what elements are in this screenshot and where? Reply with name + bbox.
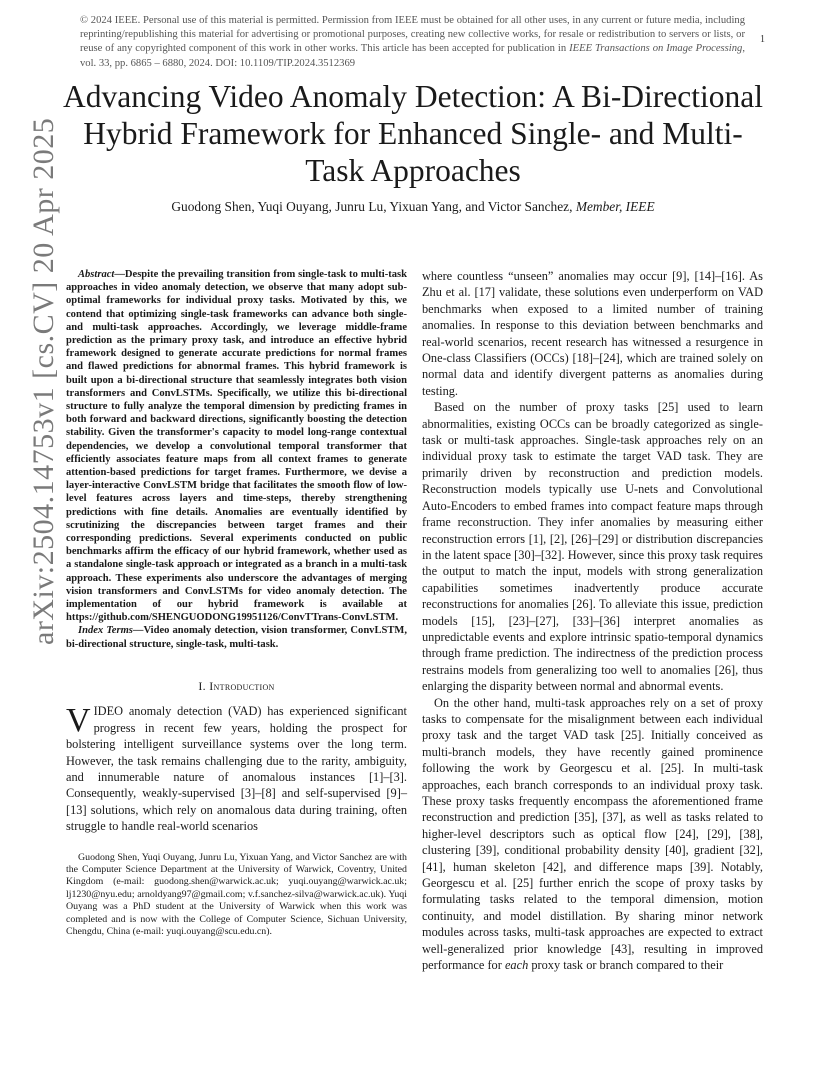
abstract-lead: Abstract	[78, 269, 115, 280]
author-names: Guodong Shen, Yuqi Ouyang, Junru Lu, Yixuan Yang, and Victor Sanchez,	[171, 199, 576, 214]
copyright-tail: , vol. 33, pp. 6865 – 6880, 2024. DOI: 10.1109/TIP.2024.3512369	[80, 43, 745, 69]
section-number: I.	[198, 678, 210, 693]
index-terms-text: —Video anomaly detection, vision transformer, ConvLSTM, bi-directional structure, single-task, multi-task.	[66, 625, 407, 650]
paper-title: Advancing Video Anomaly Detection: A Bi-Directional Hybrid Framework for Enhanced Single- and Multi-Task Approaches	[62, 79, 763, 188]
drop-cap: V	[66, 702, 91, 740]
right-column	[422, 268, 763, 973]
body-paragraph-3-tail: proxy task or branch compared to their	[528, 958, 724, 973]
page-number: 1	[760, 34, 765, 45]
copyright-text: © 2024 IEEE. Personal use of this material is permitted. Permission from IEEE must be obtained for all other uses, in any current or future media, including reprinting/republishing this material for advertising or promotional purposes, creating new collective works, for resale or redistribution to servers or lists, or reuse of any copyrighted component of this work in other works. This article has been accepted for publication in	[80, 15, 745, 55]
body-paragraph-3-text: On the other hand, multi-task approaches rely on a set of proxy tasks to compensate for the misalignment between each individual proxy task and the target VAD task [25]. Initially conceived as multi-branch models, they have recently gained prominence following the work by Georgescu et al. [25]. In multi-task approaches, each branch corresponds to an individual proxy task. These proxy tasks frequently encompass the aforementioned frame reconstruction and prediction [35], [37], as well as tasks related to higher-level descriptors such as optical flow [24], [29], [38], clustering [39], conditional probability density [40], gradient [32], [41], human skeleton [42], and difference maps [39]. Notably, Georgescu et al. [25] further enrich the scope of proxy tasks by formulating tasks related to the temporal dimension, motion continuity, and model distillation. By sharing minor network modules across tasks, multi-task approaches are expected to extract well-generalized prior knowledge [43], resulting in improved performance for	[422, 695, 763, 973]
body-paragraph-3	[422, 695, 763, 974]
left-column	[66, 268, 407, 938]
intro-paragraph-1	[66, 703, 407, 834]
footnote-text: Guodong Shen, Yuqi Ouyang, Junru Lu, Yixuan Yang, and Victor Sanchez are with the Computer Science Department at the University of Warwick, Coventry, United Kingdom (e-mail: guodong.shen@warwick.ac.uk; yuqi.ouyang@warwick.ac.uk; lj1230@nyu.edu; arnoldyang97@gmail.com; v.f.sanchez-silva@warwick.ac.uk). Yuqi Ouyang was a PhD student at the University of Warwick when this work was completed and is now with the College of Computer Science, Sichuan University, Chengdu, China (e-mail: yuqi.ouyang@scu.edu.cn).	[66, 851, 407, 937]
journal-name: IEEE Transactions on Image Processing	[569, 43, 743, 55]
abstract	[66, 268, 407, 624]
body-paragraph-2: Based on the number of proxy tasks [25] used to learn abnormalities, existing OCCs can be broadly categorized as single-task or multi-task approaches. Single-task approaches rely on an individual proxy task to estimate the target VAD task. They are primarily driven by reconstruction and prediction models. Reconstruction models typically use U-nets and Convolutional Auto-Encoders to embed frames into compact feature maps through frame reconstruction. They infer anomalies by measuring either reconstruction errors [1], [2], [26]–[29] or distribution discrepancies in the latent space [30]–[32]. However, since this proxy task requires the output to match the input, models with strong generalization capabilities sometimes inadvertently produce accurate reconstructions for anomalies [26]. To alleviate this issue, prediction models [15], [23]–[27], [33]–[36] interpret anomalies as unpredictable events and explore intrinsic spatio-temporal dynamics through frame prediction. The indirectness of the prediction process restrains models from generalizing too well to anomalies [26], thus enlarging the disparity between normal and abnormal events.	[422, 400, 763, 694]
index-terms-lead: Index Terms	[78, 625, 133, 637]
section-title: Introduction	[209, 678, 275, 693]
index-terms	[66, 624, 407, 650]
arxiv-identifier-watermark: arXiv:2504.14753v1 [cs.CV] 20 Apr 2025	[27, 117, 60, 645]
emphasis-each: each	[504, 958, 529, 973]
intro-text: anomaly detection (VAD) has experienced significant progress in recent few years, holding the prospect for bolstering intelligent surveillance systems over the long term. However, the task remains challenging due to the rarity, ambiguity, and innumerable nature of anomalous instances [1]–[3]. Consequently, weakly-supervised [3]–[8] and self-supervised [9]–[13] solutions, which rely on anomalous data during training, often struggle to handle real-world scenarios	[66, 704, 407, 834]
author-membership: Member, IEEE	[575, 199, 655, 214]
author-affiliation-footnote	[66, 852, 407, 939]
copyright-notice	[80, 14, 745, 71]
first-word-smallcaps: IDEO	[93, 704, 124, 719]
section-heading-introduction	[66, 678, 407, 694]
body-paragraph-1: where countless “unseen” anomalies may occur [9], [14]–[16]. As Zhu et al. [17] validate, these solutions even underperform on VAD benchmarks when exposed to a limited number of training anomalies. In response to this deviation between benchmarks and real-world scenarios, recent research has witnessed a resurgence in One-class Classifiers (OCCs) [18]–[24], which are trained solely on normal data and identify divergent patterns as anomalies during testing.	[422, 269, 763, 398]
abstract-text: —Despite the prevailing transition from single-task to multi-task approaches in video anomaly detection, we observe that many adopt sub-optimal frameworks for individual proxy tasks. Motivated by this, we contend that optimizing single-task frameworks can advance both single- and multi-task approaches. Accordingly, we leverage middle-frame prediction as the primary proxy task, and introduce an effective hybrid framework designed to generate accurate predictions for normal frames and flawed predictions for abnormal frames. This hybrid framework is built upon a bi-directional structure that seamlessly integrates both vision transformers and ConvLSTMs. Specifically, we utilize this bi-directional structure to fully analyze the temporal dimension by predicting frames in both forward and backward directions, significantly boosting the detection stability. Given the transformer's capacity to model long-range contextual dependencies, we develop a convolutional temporal transformer that efficiently associates feature maps from all context frames to generate attention-based predictions for target frames. Furthermore, we devise a layer-interactive ConvLSTM bridge that facilitates the smooth flow of low-level features across layers and time-steps, thereby strengthening predictions with fine details. Anomalies are eventually identified by scrutinizing the discrepancies between target frames and their corresponding predictions. Several experiments conducted on public benchmarks affirm the efficacy of our hybrid framework, whether used as a standalone single-task approach or integrated as a branch in a multi-task approach. These experiments also underscore the advantages of merging vision transformers and ConvLSTMs for video anomaly detection. The implementation of our hybrid framework is available at https://github.com/SHENGUODONG19951126/ConvTTrans-ConvLSTM.	[66, 269, 407, 624]
author-list	[60, 199, 766, 215]
